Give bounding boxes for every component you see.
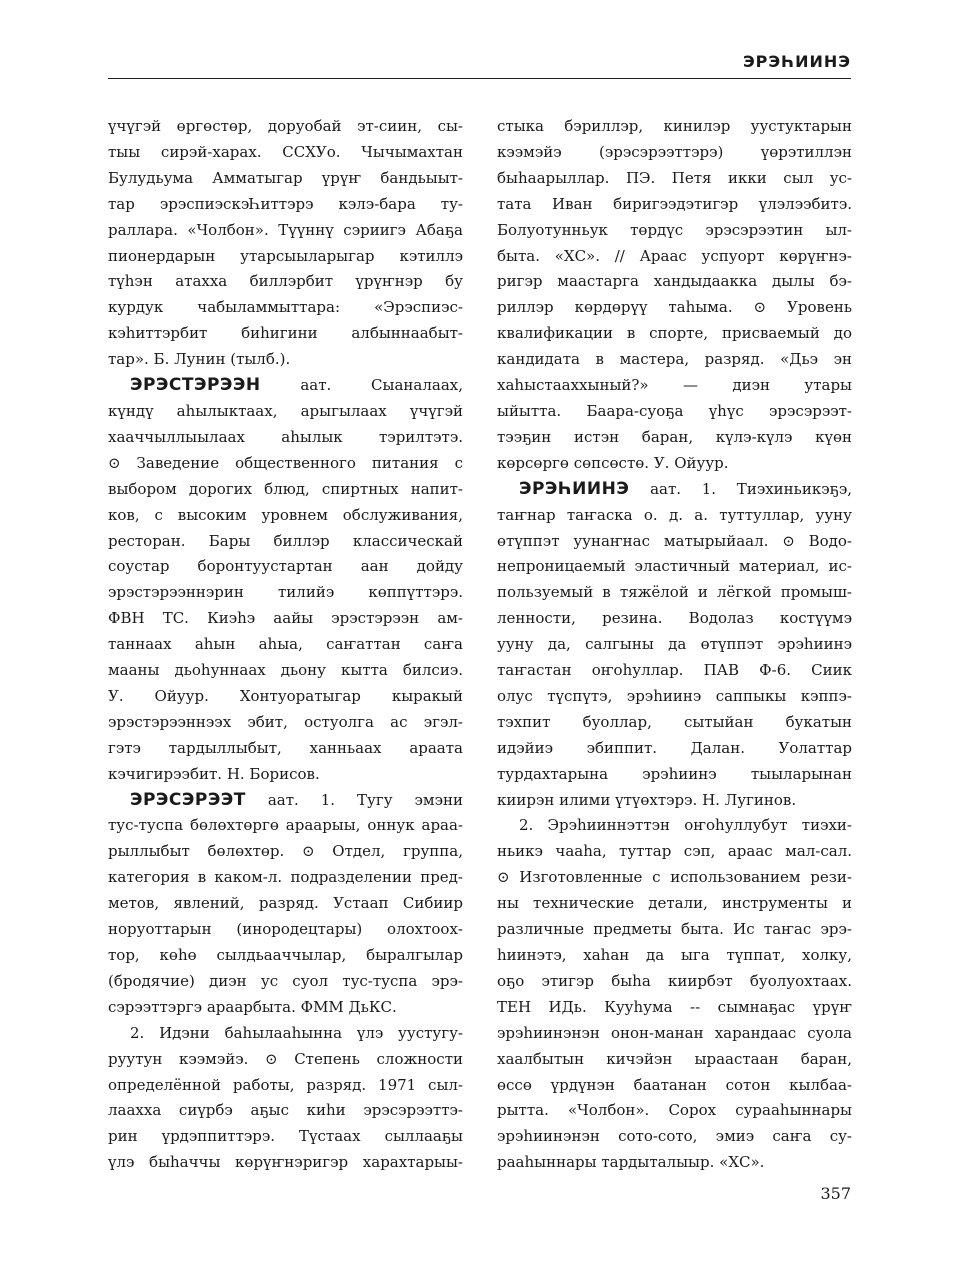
line-text: ленности, резина. Водолаз костүүмэ xyxy=(497,609,852,628)
line-text: идэйиэ эбиппит. Далан. Уолаттар xyxy=(497,738,852,757)
line-text: таҥастан оҥоһуллар. ПАВ Ф-6. Сиик xyxy=(497,661,852,680)
text-line xyxy=(108,632,463,658)
line-text: аат. 1. Тугу эмэни xyxy=(267,790,463,809)
line-text: кээмэйэ (эрэсэрээттэрэ) үөрэтиллэн xyxy=(497,142,852,161)
line-text: непроницаемый эластичный материал, ис- xyxy=(497,557,852,576)
text-line xyxy=(108,114,463,140)
line-text: квалификации в спорте, присваемый до xyxy=(497,324,852,343)
line-text: тар эрэспиэскэҺиттэрэ кэлэ-бара ту- xyxy=(108,194,463,213)
line-text: категория в каком-л. подразделении пред- xyxy=(108,868,463,887)
text-line xyxy=(497,451,852,477)
text-line xyxy=(108,762,463,788)
text-line xyxy=(497,166,852,192)
text-line xyxy=(108,1073,463,1099)
text-line xyxy=(108,995,463,1021)
text-line xyxy=(497,710,852,736)
line-text: олус түспүтэ, эрэһиинэ саппыкы кэппэ- xyxy=(497,686,852,705)
text-line xyxy=(108,917,463,943)
text-line xyxy=(108,969,463,995)
line-text: киирэн илими үтүөхтэрэ. Н. Лугинов. xyxy=(497,790,797,809)
line-text: хааччыллыылаах аһылык тэрилтэтэ. xyxy=(108,427,463,446)
line-text: түһэн атахха биллэрбит үрүҥнэр бу xyxy=(108,272,463,291)
text-line xyxy=(497,813,852,839)
text-line xyxy=(497,269,852,295)
line-text: өтүппэт уунаҥнас матырыйаал. ⊙ Водо- xyxy=(497,531,852,550)
line-text: үлэ быһаччы көрүҥнэригэр харахтарыы- xyxy=(108,1153,463,1172)
text-line xyxy=(497,969,852,995)
line-text: эрэстэрээннэрин тилийэ көппүттэрэ. xyxy=(108,583,463,602)
text-line xyxy=(497,114,852,140)
text-line xyxy=(108,684,463,710)
line-text: кэчигирээбит. Н. Борисов. xyxy=(108,764,320,783)
line-text: различные предметы быта. Ис таҥас эрэ- xyxy=(497,920,852,939)
text-line xyxy=(108,451,463,477)
text-line xyxy=(497,1021,852,1047)
text-line xyxy=(497,684,852,710)
line-text: ⊙ Изготовленные с использованием рези- xyxy=(497,868,852,887)
line-text: ресторан. Бары биллэр классическай xyxy=(108,531,463,550)
headword: ЭРЭҺИИНЭ xyxy=(519,478,630,499)
line-text: Болуотунньук төрдүс эрэсэрээтин ыл- xyxy=(497,220,852,239)
text-line xyxy=(108,606,463,632)
text-line xyxy=(497,1047,852,1073)
text-line xyxy=(497,788,852,814)
line-text: рааһыннары тардыталыыр. «ХС». xyxy=(497,1153,765,1172)
text-line xyxy=(497,529,852,555)
line-text: рытта. «Чолбон». Сорох сурааһыннары xyxy=(497,1101,852,1120)
right-column xyxy=(497,114,852,1176)
line-text: курдук чабыламмыттара: «Эрэспиэс- xyxy=(108,298,463,317)
line-text: күндү аһылыктаах, арыгылаах үчүгэй xyxy=(108,401,463,420)
text-line xyxy=(108,658,463,684)
line-text: аат. 1. Тиэхиньикэҕэ, xyxy=(650,479,852,498)
text-line xyxy=(497,554,852,580)
text-line xyxy=(497,632,852,658)
text-line xyxy=(108,269,463,295)
text-line xyxy=(108,554,463,580)
text-line xyxy=(497,891,852,917)
text-line xyxy=(108,865,463,891)
text-line xyxy=(108,1150,463,1176)
left-column xyxy=(108,114,463,1176)
line-text: У. Ойуур. Хонтуоратыгар кыракый xyxy=(108,686,463,705)
line-text: сэрээттэргэ араарбыта. ФММ ДьКС. xyxy=(108,997,397,1016)
text-line xyxy=(497,399,852,425)
text-line xyxy=(108,529,463,555)
line-text: раллара. «Чолбон». Түүннү сэриигэ Абаҕа xyxy=(108,220,463,239)
text-line xyxy=(497,1150,852,1176)
line-text: таҥнар таҥаска о. д. а. туттуллар, ууну xyxy=(497,505,852,524)
text-line xyxy=(108,166,463,192)
running-head: ЭРЭҺИИНЭ xyxy=(742,52,851,71)
text-line xyxy=(108,580,463,606)
line-text: ньикэ чааһа, туттар сэп, араас мал-сал. xyxy=(497,842,852,861)
line-text: эрэстэрээннээх эбит, остуолга ас эгэл- xyxy=(108,712,463,731)
text-line xyxy=(497,995,852,1021)
text-line xyxy=(108,1124,463,1150)
text-line xyxy=(497,425,852,451)
line-text: эрэһиинэнэн онон-манан харандаас суола xyxy=(497,1023,852,1042)
text-line xyxy=(497,1073,852,1099)
line-text: ФВН ТС. Киэһэ аайы эрэстэрээн ам- xyxy=(108,609,463,628)
header-rule xyxy=(108,78,851,79)
text-line xyxy=(108,503,463,529)
text-line xyxy=(497,606,852,632)
line-text: ригэр маастарга хандыдаакка дылы бэ- xyxy=(497,272,852,291)
page-number: 357 xyxy=(820,1184,851,1203)
line-text: быһаарыллар. ПЭ. Петя икки сыл ус- xyxy=(497,168,852,187)
text-line xyxy=(497,347,852,373)
text-line xyxy=(497,503,852,529)
line-text: өссө үрдүнэн баатанан сотон кылбаа- xyxy=(497,1075,852,1094)
line-text: турдахтарына эрэһиинэ тыыларынан xyxy=(497,764,852,783)
line-text: аат. Сыаналаах, xyxy=(300,376,463,395)
line-text: таннаах аһын аһыа, саҥаттан саҥа xyxy=(108,635,463,654)
text-line xyxy=(497,373,852,399)
text-line xyxy=(497,943,852,969)
text-line xyxy=(497,917,852,943)
text-line xyxy=(108,295,463,321)
line-text: кандидата в мастера, разряд. «Дьэ эн xyxy=(497,350,852,369)
text-line xyxy=(108,218,463,244)
text-line xyxy=(497,839,852,865)
line-text: ны технические детали, инструменты и xyxy=(497,894,852,913)
line-text: һиинэтэ, хаһан да ыга түппат, холку, xyxy=(497,946,852,964)
line-text: норуоттарын (инородецтары) олохтоох- xyxy=(108,920,463,939)
text-line xyxy=(108,788,463,814)
headword: ЭРЭСЭРЭЭТ xyxy=(130,789,246,810)
headword: ЭРЭСТЭРЭЭН xyxy=(130,375,261,396)
text-line xyxy=(108,347,463,373)
line-text: көрсөргө сөпсөстө. У. Ойуур. xyxy=(497,453,729,472)
line-text: оҕо этигэр быһа киирбэт буолуохтаах. xyxy=(497,971,852,990)
line-text: пионердарын утарсыыларыгар кэтиллэ xyxy=(108,246,463,265)
text-line xyxy=(497,865,852,891)
text-line xyxy=(108,399,463,425)
text-line xyxy=(108,813,463,839)
text-line xyxy=(108,140,463,166)
line-text: тар». Б. Лунин (тылб.). xyxy=(108,350,291,369)
text-line xyxy=(108,425,463,451)
line-text: мааны дьоһуннаах дьону кытта билсиэ. xyxy=(108,661,463,680)
line-text: быта. «ХС». // Араас успуорт көрүҥнэ- xyxy=(497,246,852,265)
text-line xyxy=(497,658,852,684)
text-line xyxy=(108,736,463,762)
line-text: тээҕин истэн баран, күлэ-күлэ күөн xyxy=(497,427,852,446)
line-text: хаһыстааххыный?» — диэн утары xyxy=(497,376,852,395)
line-text: рыллыбыт бөлөхтөр. ⊙ Отдел, группа, xyxy=(108,842,463,861)
line-text: тыы сирэй-харах. ССХУо. Чычымахтан xyxy=(108,142,463,161)
line-text: тэхпит буоллар, сытыйан букатын xyxy=(497,712,852,731)
line-text: определённой работы, разряд. 1971 сыл- xyxy=(108,1075,463,1094)
text-line xyxy=(108,192,463,218)
line-text: ТЕН ИДь. Кууһума -- сымнаҕас үрүҥ xyxy=(497,997,852,1016)
line-text: хаалбытын кичэйэн ыраастаан баран, xyxy=(497,1049,852,1068)
line-text: выбором дорогих блюд, спиртных напит- xyxy=(108,479,463,498)
line-text: соустар боронтуустартан аан дойду xyxy=(108,557,463,576)
line-text: тата Иван биригээдэтигэр үлэлээбитэ. xyxy=(497,194,852,213)
text-line xyxy=(108,1047,463,1073)
line-text: стыка бэриллэр, кинилэр уустуктарын xyxy=(497,117,852,135)
text-line xyxy=(108,1021,463,1047)
line-text: үчүгэй өргөстөр, доруобай эт-сиин, сы- xyxy=(108,117,463,135)
line-text: кэһиттэрбит биһигини албыннаабыт- xyxy=(108,324,463,343)
line-text: 2. Эрэһииннэттэн оҥоһуллубут тиэхи- xyxy=(519,816,852,835)
text-line xyxy=(497,321,852,347)
text-line xyxy=(108,710,463,736)
text-line xyxy=(497,1098,852,1124)
text-line xyxy=(497,736,852,762)
text-line xyxy=(108,244,463,270)
text-line xyxy=(108,839,463,865)
text-line xyxy=(497,477,852,503)
line-text: ыйытта. Баара-суоҕа үһүс эрэсэрээт- xyxy=(497,401,852,420)
text-line xyxy=(497,192,852,218)
text-line xyxy=(108,373,463,399)
text-line xyxy=(497,140,852,166)
line-text: эрэһиинэнэн сото-сото, эмиэ саҥа су- xyxy=(497,1127,852,1146)
line-text: лаахха сиүрбэ аҕыс киһи эрэсэрээттэ- xyxy=(108,1101,463,1120)
text-line xyxy=(108,477,463,503)
line-text: рин үрдэппиттэрэ. Түстаах сыллааҕы xyxy=(108,1127,463,1146)
line-text: (бродячие) диэн ус суол тус-туспа эрэ- xyxy=(108,971,463,990)
text-line xyxy=(108,1098,463,1124)
line-text: 2. Идэни баһылааһынна үлэ уустугу- xyxy=(130,1023,463,1042)
text-line xyxy=(497,218,852,244)
text-line xyxy=(497,580,852,606)
text-line xyxy=(108,321,463,347)
line-text: руутун кээмэйэ. ⊙ Степень сложности xyxy=(108,1049,463,1068)
line-text: риллэр көрдөрүү таһыма. ⊙ Уровень xyxy=(497,298,852,317)
line-text: метов, явлений, разряд. Устаап Сибиир xyxy=(108,894,463,913)
text-line xyxy=(497,244,852,270)
text-line xyxy=(108,891,463,917)
text-line xyxy=(108,943,463,969)
text-line xyxy=(497,295,852,321)
line-text: ууну да, салгыны да өтүппэт эрэһиинэ xyxy=(497,635,852,654)
line-text: пользуемый в тяжёлой и лёгкой промыш- xyxy=(497,583,852,602)
line-text: тус-туспа бөлөхтөргө араарыы, оннук араа- xyxy=(108,816,463,835)
text-line xyxy=(497,1124,852,1150)
line-text: Булудьума Амматыгар үрүҥ бандьыыт- xyxy=(108,168,463,187)
text-line xyxy=(497,762,852,788)
line-text: гэтэ тардыллыбыт, ханньаах араата xyxy=(108,738,463,757)
line-text: ков, с высоким уровнем обслуживания, xyxy=(108,505,463,524)
line-text: ⊙ Заведение общественного питания с xyxy=(108,453,463,472)
line-text: тор, көһө сылдьааччылар, быралгылар xyxy=(108,946,463,964)
